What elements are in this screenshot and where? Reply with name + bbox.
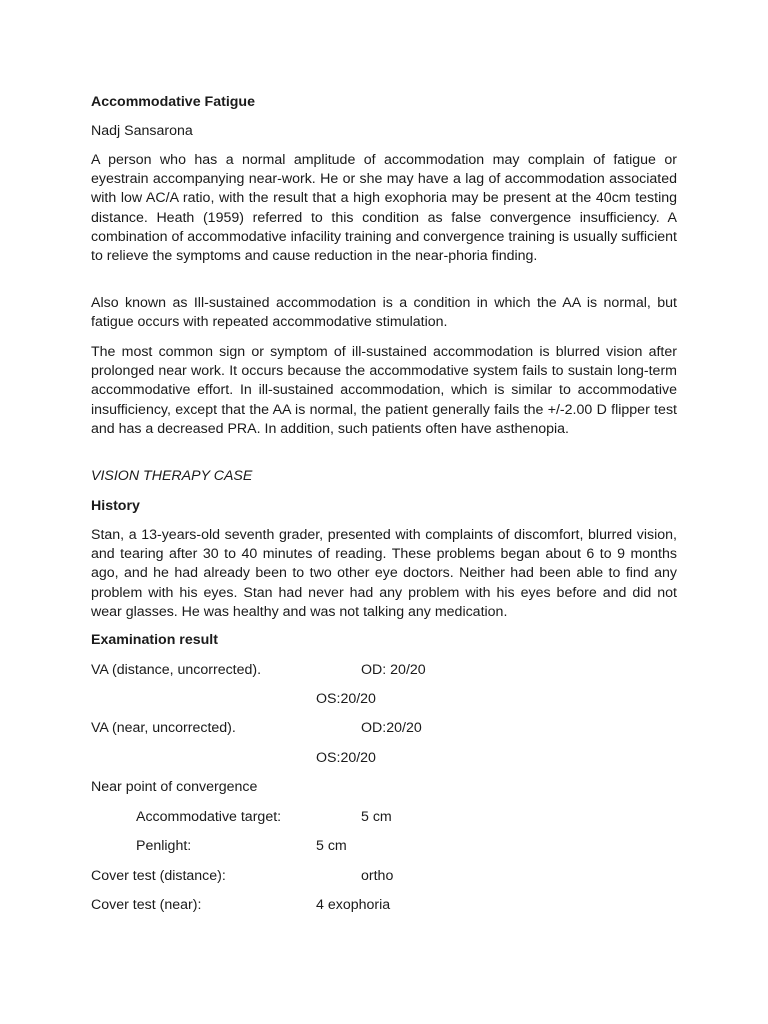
npc-accommodative-label: Accommodative target: (136, 809, 282, 825)
cover-distance-value: ortho (361, 868, 394, 884)
npc-penlight-label: Penlight: (136, 838, 192, 854)
va-distance-label: VA (distance, uncorrected). (91, 662, 262, 678)
npc-label: Near point of convergence (91, 779, 258, 795)
va-distance-od: OD: 20/20 (361, 662, 426, 678)
npc-accommodative-value: 5 cm (361, 809, 392, 825)
history-heading: History (91, 498, 140, 514)
intro-paragraph: A person who has a normal amplitude of accommodation may complain of fatigue or eyestrain accompanying near-work. He or she may have a lag of accommodation associated with low AC/A ratio, with the result that a high exophoria may be present at the 40cm testing distance. Heath (1959) referred to this condition as false convergence insufficiency. A combination of accommodative infacility training and convergence training is usually sufficient to relieve the symptoms and cause reduction in the near-phoria finding. (91, 152, 677, 265)
history-paragraph: Stan, a 13-years-old seventh grader, presented with complaints of discomfort, blurred vision, and tearing after 30 to 40 minutes of reading. These problems began about 6 to 9 months ago, and he had already been to two other eye doctors. Neither had been able to find any problem with his eyes. Stan had never had any problem with his eyes before and did not wear glasses. He was healthy and was not talking any medication. (91, 527, 677, 620)
va-near-label: VA (near, uncorrected). (91, 720, 236, 736)
va-near-os: OS:20/20 (316, 750, 376, 766)
cover-near-value: 4 exophoria (316, 897, 391, 913)
definition-paragraph: Also known as Ill-sustained accommodation is a condition in which the AA is normal, but fatigue occurs with repeated accommodative stimulation. (91, 295, 677, 331)
document-title: Accommodative Fatigue (91, 94, 255, 110)
exam-heading: Examination result (91, 632, 218, 648)
symptoms-paragraph: The most common sign or symptom of ill-sustained accommodation is blurred vision after prolonged near work. It occurs because the accommodative system fails to sustain long-term accommodative effort. In ill-sustained accommodation, which is similar to accommodative insufficiency, except that the AA is normal, the patient generally fails the +/-2.00 D flipper test and has a decreased PRA. In addition, such patients often have asthenopia. (91, 344, 677, 437)
va-distance-os: OS:20/20 (316, 691, 376, 707)
author-name: Nadj Sansarona (91, 123, 193, 139)
case-heading: VISION THERAPY CASE (91, 468, 253, 484)
npc-penlight-value: 5 cm (316, 838, 347, 854)
cover-near-label: Cover test (near): (91, 897, 202, 913)
cover-distance-label: Cover test (distance): (91, 868, 226, 884)
va-near-od: OD:20/20 (361, 720, 422, 736)
